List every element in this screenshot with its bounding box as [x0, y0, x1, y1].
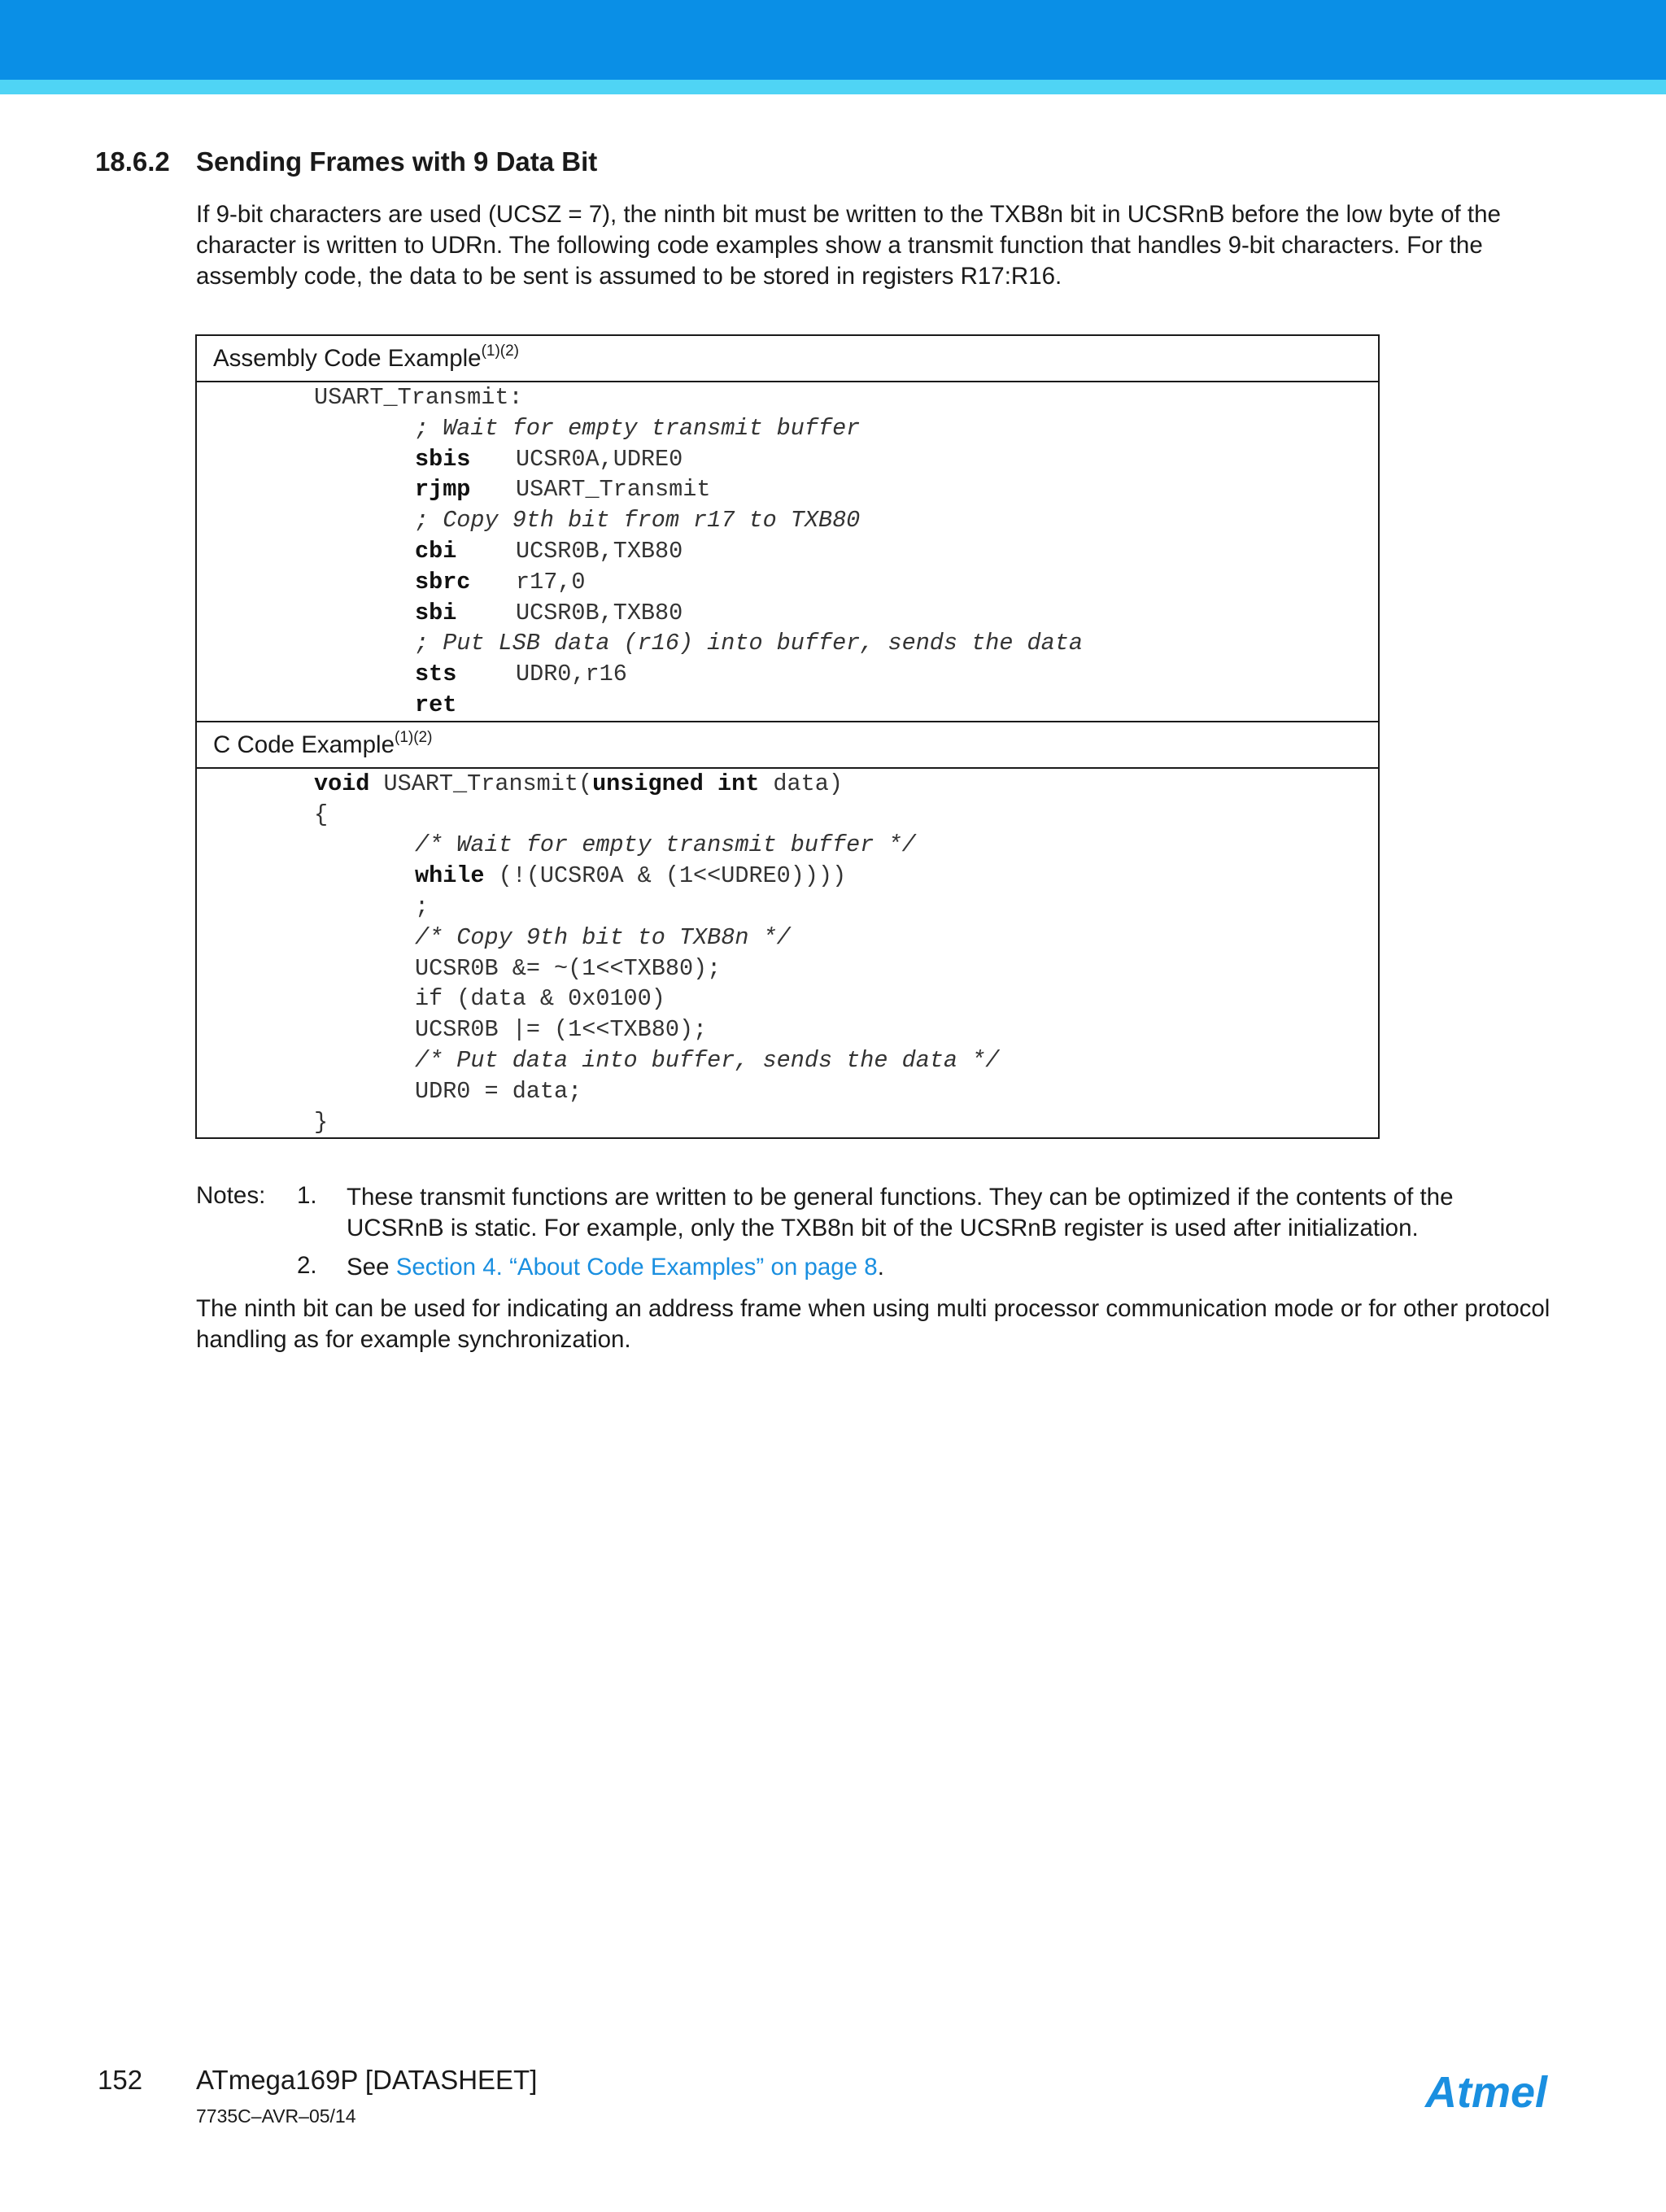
asm-opcode: ret — [415, 691, 457, 718]
c-example-footnote-ref: (1)(2) — [395, 728, 433, 746]
document-title: ATmega169P [DATASHEET] — [196, 2065, 538, 2095]
c-statement: ; — [415, 892, 430, 920]
asm-opcode: sbrc — [415, 568, 471, 596]
c-keyword: while — [415, 862, 485, 890]
closing-paragraph: The ninth bit can be used for indicating an address frame when using multi processor communication mode or for other protocol handling as for example synchronization. — [196, 1295, 1550, 1353]
asm-example-footnote-ref: (1)(2) — [481, 342, 520, 360]
asm-instruction — [197, 567, 1378, 598]
c-keyword: unsigned int — [592, 770, 760, 797]
c-while-statement — [197, 861, 1378, 892]
asm-instruction — [197, 474, 1378, 505]
asm-instruction — [197, 659, 1378, 690]
c-parameter: data) — [759, 770, 843, 797]
intro-paragraph: If 9-bit characters are used (UCSZ = 7), the ninth bit must be written to the TXB8n bit in UCSRnB before the low byte of the character is written to UDRn. The following code examples show a transmit function that handles 9-bit characters. For the assembly code, the data to be sent is assumed to be stored in registers R17:R16. — [196, 201, 1501, 290]
c-statement: UCSR0B &= ~(1<<TXB80); — [415, 954, 722, 982]
asm-example-header — [196, 335, 1379, 382]
about-code-examples-link[interactable]: Section 4. “About Code Examples” on page 8 — [395, 1254, 878, 1281]
asm-opcode: rjmp — [415, 476, 471, 504]
c-statement: UCSR0B |= (1<<TXB80); — [415, 1016, 708, 1044]
note-2-suffix: . — [877, 1254, 884, 1281]
c-keyword: void — [314, 770, 370, 797]
asm-operand: USART_Transmit — [516, 476, 711, 504]
c-brace: { — [314, 801, 329, 828]
section-number: 18.6.2 — [95, 146, 170, 177]
asm-opcode: sbi — [415, 599, 457, 626]
asm-opcode: sts — [415, 661, 457, 688]
c-example-title: C Code Example — [213, 731, 395, 758]
asm-comment: ; Put LSB data (r16) into buffer, sends the data — [415, 630, 1083, 657]
atmel-logo-text: Atmel — [1425, 2068, 1548, 2115]
asm-label: USART_Transmit: — [314, 384, 523, 411]
header-band — [0, 0, 1666, 80]
note-2-number: 2. — [297, 1252, 317, 1279]
document-code: 7735C–AVR–05/14 — [196, 2105, 356, 2127]
note-2-text — [347, 1252, 1550, 1283]
asm-example-title: Assembly Code Example — [213, 344, 482, 372]
c-brace: } — [314, 1108, 329, 1136]
c-comment: /* Wait for empty transmit buffer */ — [415, 831, 916, 859]
asm-instruction — [197, 598, 1378, 629]
code-examples-table — [195, 334, 1380, 1139]
c-statement: if (data & 0x0100) — [415, 985, 665, 1013]
asm-operand: UDR0,r16 — [516, 661, 627, 688]
asm-operand: UCSR0B,TXB80 — [516, 599, 683, 626]
c-function-signature — [197, 769, 1378, 800]
asm-opcode: cbi — [415, 537, 457, 565]
c-code-block — [196, 768, 1379, 1139]
asm-code-block — [196, 382, 1379, 722]
atmel-logo — [1424, 2066, 1574, 2119]
asm-comment: ; Wait for empty transmit buffer — [415, 414, 861, 442]
c-comment: /* Put data into buffer, sends the data */ — [415, 1046, 1000, 1074]
page-number: 152 — [98, 2065, 143, 2095]
note-1-number: 1. — [297, 1182, 317, 1209]
asm-instruction — [197, 444, 1378, 475]
note-1-text: These transmit functions are written to be general functions. They can be optimized if the contents of the UCSRnB is static. For example, only the TXB8n bit of the UCSRnB register is used after initialization. — [347, 1184, 1454, 1241]
c-function-name: USART_Transmit( — [369, 770, 593, 797]
c-statement: UDR0 = data; — [415, 1077, 582, 1105]
header-accent-band — [0, 80, 1666, 94]
asm-operand: r17,0 — [516, 568, 586, 596]
asm-operand: UCSR0B,TXB80 — [516, 537, 683, 565]
note-2-prefix: See — [347, 1254, 396, 1281]
section-title: Sending Frames with 9 Data Bit — [196, 146, 598, 177]
asm-operand: UCSR0A,UDRE0 — [516, 445, 683, 473]
c-example-header — [196, 722, 1379, 768]
notes-label: Notes: — [196, 1182, 266, 1209]
asm-instruction — [197, 690, 1378, 721]
asm-opcode: sbis — [415, 445, 471, 473]
atmel-logo-mark — [1424, 2066, 1574, 2115]
c-condition: (!(UCSR0A & (1<<UDRE0)))) — [484, 862, 847, 890]
asm-comment: ; Copy 9th bit from r17 to TXB80 — [415, 507, 861, 534]
asm-instruction — [197, 536, 1378, 567]
c-comment: /* Copy 9th bit to TXB8n */ — [415, 923, 791, 951]
